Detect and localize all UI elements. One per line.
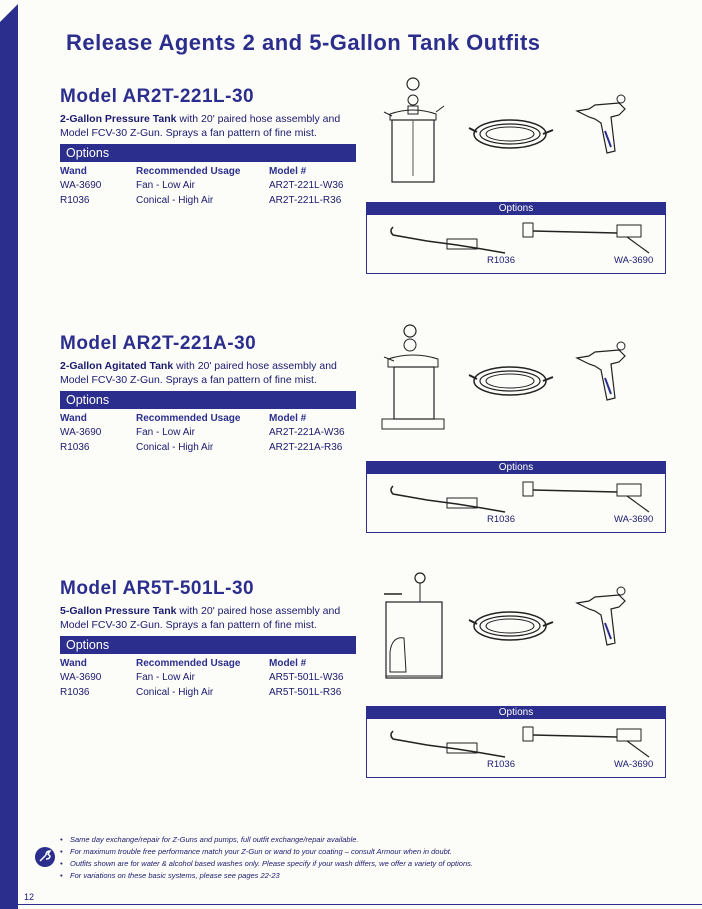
header-usage: Recommended Usage bbox=[136, 657, 241, 669]
wa3690-wand-illustration bbox=[517, 219, 657, 257]
cell-wand: WA-3690 bbox=[60, 427, 102, 438]
r1036-wand-illustration bbox=[387, 727, 507, 761]
left-margin-bar bbox=[0, 0, 18, 909]
footnote-text: Same day exchange/repair for Z-Guns and pumps, full outfit exchange/repair available. bbox=[70, 835, 359, 844]
footnote-text: For variations on these basic systems, please see pages 22-23 bbox=[70, 871, 280, 880]
description-text: with 20' paired hose assembly and Model FCV-30 Z-Gun. Sprays a fan pattern of fine mist. bbox=[60, 605, 341, 631]
cell-wand: WA-3690 bbox=[60, 180, 102, 191]
options-bar: Options bbox=[60, 636, 356, 654]
cell-wand: R1036 bbox=[60, 687, 90, 698]
z-gun-illustration bbox=[575, 91, 630, 159]
caption-r1036: R1036 bbox=[487, 514, 515, 525]
caption-r1036: R1036 bbox=[487, 759, 515, 770]
options-panel bbox=[366, 202, 666, 274]
options-panel bbox=[366, 461, 666, 533]
description-text: with 20' paired hose assembly and Model FCV-30 Z-Gun. Sprays a fan pattern of fine mist. bbox=[60, 113, 341, 139]
header-model: Model # bbox=[269, 412, 307, 424]
header-model: Model # bbox=[269, 165, 307, 177]
tank-type: 5-Gallon Pressure Tank bbox=[60, 605, 177, 617]
page-corner bbox=[0, 0, 22, 22]
options-panel-header: Options bbox=[367, 203, 665, 215]
hose-assembly-illustration bbox=[465, 600, 555, 650]
model-title: Model AR5T-501L-30 bbox=[60, 578, 255, 599]
agitated-tank-illustration bbox=[380, 323, 446, 433]
footnote-text: Outfits shown are for water & alcohol based washes only. Please specify if your wash differs, we offer a variety of options. bbox=[70, 859, 473, 868]
caption-wa3690: WA-3690 bbox=[614, 255, 654, 266]
header-model: Model # bbox=[269, 657, 307, 669]
cell-model: AR2T-221L-R36 bbox=[269, 195, 342, 206]
r1036-wand-illustration bbox=[387, 482, 507, 516]
options-table bbox=[60, 164, 360, 208]
model-title: Model AR2T-221L-30 bbox=[60, 86, 255, 107]
table-row bbox=[60, 440, 360, 455]
options-panel-header: Options bbox=[367, 707, 665, 719]
wa3690-wand-illustration bbox=[517, 723, 657, 761]
cell-usage: Fan - Low Air bbox=[136, 427, 195, 438]
header-wand: Wand bbox=[60, 165, 87, 177]
footnote-item: • Same day exchange/repair for Z-Guns and pumps, full outfit exchange/repair available. bbox=[60, 835, 359, 844]
header-usage: Recommended Usage bbox=[136, 165, 241, 177]
cell-usage: Conical - High Air bbox=[136, 687, 214, 698]
table-row bbox=[60, 425, 360, 440]
footnote-item: • For maximum trouble free performance match your Z-Gun or wand to your coating – consult Armour when in doubt. bbox=[60, 847, 452, 856]
z-gun-illustration bbox=[575, 338, 630, 406]
cell-usage: Conical - High Air bbox=[136, 195, 214, 206]
cell-usage: Fan - Low Air bbox=[136, 180, 195, 191]
footnotes bbox=[60, 834, 620, 882]
hose-assembly-illustration bbox=[465, 108, 555, 158]
table-row bbox=[60, 178, 360, 193]
model-title: Model AR2T-221A-30 bbox=[60, 333, 257, 354]
cell-usage: Conical - High Air bbox=[136, 442, 214, 453]
page-title: Release Agents 2 and 5-Gallon Tank Outfits bbox=[66, 30, 541, 55]
hose-assembly-illustration bbox=[465, 355, 555, 405]
options-bar: Options bbox=[60, 391, 356, 409]
options-table bbox=[60, 411, 360, 455]
wrench-icon bbox=[34, 846, 56, 868]
tank-type: 2-Gallon Pressure Tank bbox=[60, 113, 177, 125]
model-description bbox=[60, 359, 360, 387]
cell-wand: R1036 bbox=[60, 442, 90, 453]
cell-model: AR5T-501L-R36 bbox=[269, 687, 342, 698]
bottom-rule bbox=[18, 904, 702, 905]
cell-wand: WA-3690 bbox=[60, 672, 102, 683]
table-row bbox=[60, 193, 360, 208]
caption-r1036: R1036 bbox=[487, 255, 515, 266]
description-text: with 20' paired hose assembly and Model FCV-30 Z-Gun. Sprays a fan pattern of fine mist. bbox=[60, 360, 337, 386]
cell-model: AR2T-221A-W36 bbox=[269, 427, 345, 438]
footnote-item: • Outfits shown are for water & alcohol based washes only. Please specify if your wash differs, we offer a variety of options. bbox=[60, 859, 473, 868]
cell-wand: R1036 bbox=[60, 195, 90, 206]
options-table bbox=[60, 656, 360, 700]
cell-model: AR2T-221A-R36 bbox=[269, 442, 343, 453]
pressure-tank-illustration bbox=[380, 76, 446, 186]
model-description bbox=[60, 112, 360, 140]
cell-model: AR2T-221L-W36 bbox=[269, 180, 344, 191]
wa3690-wand-illustration bbox=[517, 478, 657, 516]
cell-usage: Fan - Low Air bbox=[136, 672, 195, 683]
options-bar: Options bbox=[60, 144, 356, 162]
caption-wa3690: WA-3690 bbox=[614, 759, 654, 770]
page-number: 12 bbox=[24, 892, 35, 902]
table-row bbox=[60, 685, 360, 700]
footnote-item: • For variations on these basic systems, please see pages 22-23 bbox=[60, 871, 280, 880]
table-header-row bbox=[60, 164, 360, 178]
header-wand: Wand bbox=[60, 657, 87, 669]
table-header-row bbox=[60, 656, 360, 670]
options-panel-header: Options bbox=[367, 462, 665, 474]
caption-wa3690: WA-3690 bbox=[614, 514, 654, 525]
z-gun-illustration bbox=[575, 583, 630, 651]
cell-model: AR5T-501L-W36 bbox=[269, 672, 344, 683]
r1036-wand-illustration bbox=[387, 223, 507, 257]
options-panel bbox=[366, 706, 666, 778]
header-wand: Wand bbox=[60, 412, 87, 424]
table-header-row bbox=[60, 411, 360, 425]
model-description bbox=[60, 604, 360, 632]
footnote-text: For maximum trouble free performance match your Z-Gun or wand to your coating – consult Armour when in doubt. bbox=[70, 847, 452, 856]
table-row bbox=[60, 670, 360, 685]
tank-type: 2-Gallon Agitated Tank bbox=[60, 360, 174, 372]
five-gallon-tank-illustration bbox=[380, 568, 446, 686]
header-usage: Recommended Usage bbox=[136, 412, 241, 424]
